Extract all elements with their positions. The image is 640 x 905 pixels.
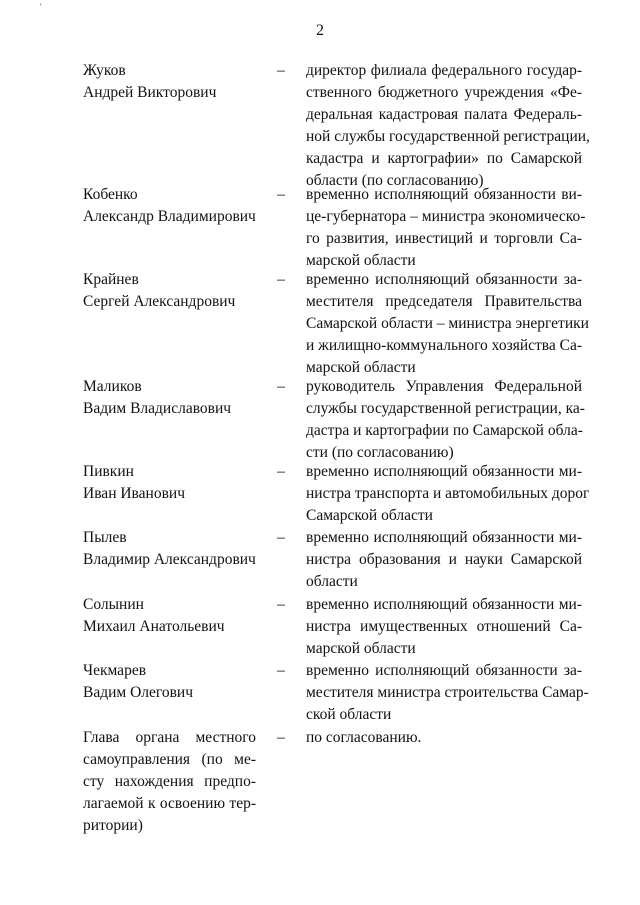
position-line: марской области [306,640,416,657]
member-surname: Чекмарев [83,662,147,679]
position-line: временно исполняющий обязанности ви- [306,186,582,203]
member-position [306,376,585,464]
page-number: 2 [316,22,324,39]
member-given-names: Вадим Владиславович [83,400,232,417]
position-line: директор филиала федерального государ- [306,62,582,79]
position-line: временно исполняющий обязанности за- [306,662,582,679]
dash-separator: – [277,186,285,203]
position-line: дастра и картографии по Самарской обла- [306,422,583,439]
member-position [306,184,586,272]
position-line: Самарской области – министра энергетики [306,315,589,332]
dash-separator: – [277,378,285,395]
dash-separator: – [277,596,285,613]
position-line: Самарской области [306,507,433,524]
position-line: по согласованию. [306,729,422,746]
position-line: го развития, инвестиций и торговли Са- [306,230,582,247]
member-given-names: Андрей Викторович [83,84,217,101]
member-surname: Жуков [83,62,126,79]
position-line: временно исполняющий обязанности ми- [306,596,582,613]
member-name-line: Глава органа местного [83,729,256,746]
member-surname: Пылев [83,529,127,546]
member-given-names: Вадим Олегович [83,684,194,701]
position-line: марской области [306,252,416,269]
position-line: деральная кадастровая палата Федераль- [306,106,582,123]
position-line: нистра имущественных отношений Са- [306,618,582,635]
member-name-line: сту нахождения предпо- [83,773,256,790]
member-name [83,376,258,420]
member-surname: Пивкин [83,463,134,480]
member-name-line: лагаемой к освоению тер- [83,795,256,812]
member-surname: Кобенко [83,186,138,203]
member-position [306,60,590,192]
position-line: марской области [306,359,416,376]
member-surname: Маликов [83,378,142,395]
position-line: ственного бюджетного учреждения «Фе- [306,84,582,101]
position-line: нистра транспорта и автомобильных дорог [306,485,590,502]
position-line: це-губернатора – министра экономическо- [306,208,586,225]
dash-separator: – [277,62,285,79]
position-line: ской области [306,706,392,723]
position-line: и жилищно-коммунального хозяйства Са- [306,337,583,354]
position-line: области (по согласованию) [306,172,484,189]
member-position [306,727,582,749]
position-line: руководитель Управления Федеральной [306,378,582,395]
member-name [83,727,256,837]
position-line: временно исполняющий обязанности ми- [306,463,582,480]
member-position [306,594,582,660]
member-name [83,60,258,104]
member-name [83,184,258,228]
dash-separator: – [277,271,285,288]
position-line: временно исполняющий обязанности за- [306,271,582,288]
member-name [83,527,258,571]
dash-separator: – [277,729,285,746]
member-position [306,527,582,593]
member-name-line: самоуправления (по ме- [83,751,256,768]
member-surname: Крайнев [83,271,139,288]
position-line: местителя председателя Правительства [306,293,582,310]
dash-separator: – [277,662,285,679]
scan-mark: ' [40,2,42,12]
member-surname: Солынин [83,596,144,613]
position-line: кадастра и картографии» по Самарской [306,150,582,167]
member-name [83,594,258,638]
member-position [306,269,589,379]
member-given-names: Владимир Александрович [83,551,256,568]
member-name-line: ритории) [83,817,143,834]
member-position [306,660,589,726]
dash-separator: – [277,529,285,546]
member-given-names: Иван Иванович [83,485,185,502]
member-given-names: Михаил Анатольевич [83,618,225,635]
position-line: нистра образования и науки Самарской [306,551,582,568]
position-line: области [306,573,358,590]
position-line: сти (по согласованию) [306,444,454,461]
member-given-names: Сергей Александрович [83,293,236,310]
member-position [306,461,590,527]
member-name [83,461,258,505]
member-given-names: Александр Владимирович [83,208,256,225]
position-line: ной службы государственной регистрации, [306,128,590,145]
member-name [83,269,258,313]
position-line: службы государственной регистрации, ка- [306,400,585,417]
dash-separator: – [277,463,285,480]
position-line: местителя министра строительства Самар- [306,684,589,701]
position-line: временно исполняющий обязанности ми- [306,529,582,546]
member-name [83,660,258,704]
